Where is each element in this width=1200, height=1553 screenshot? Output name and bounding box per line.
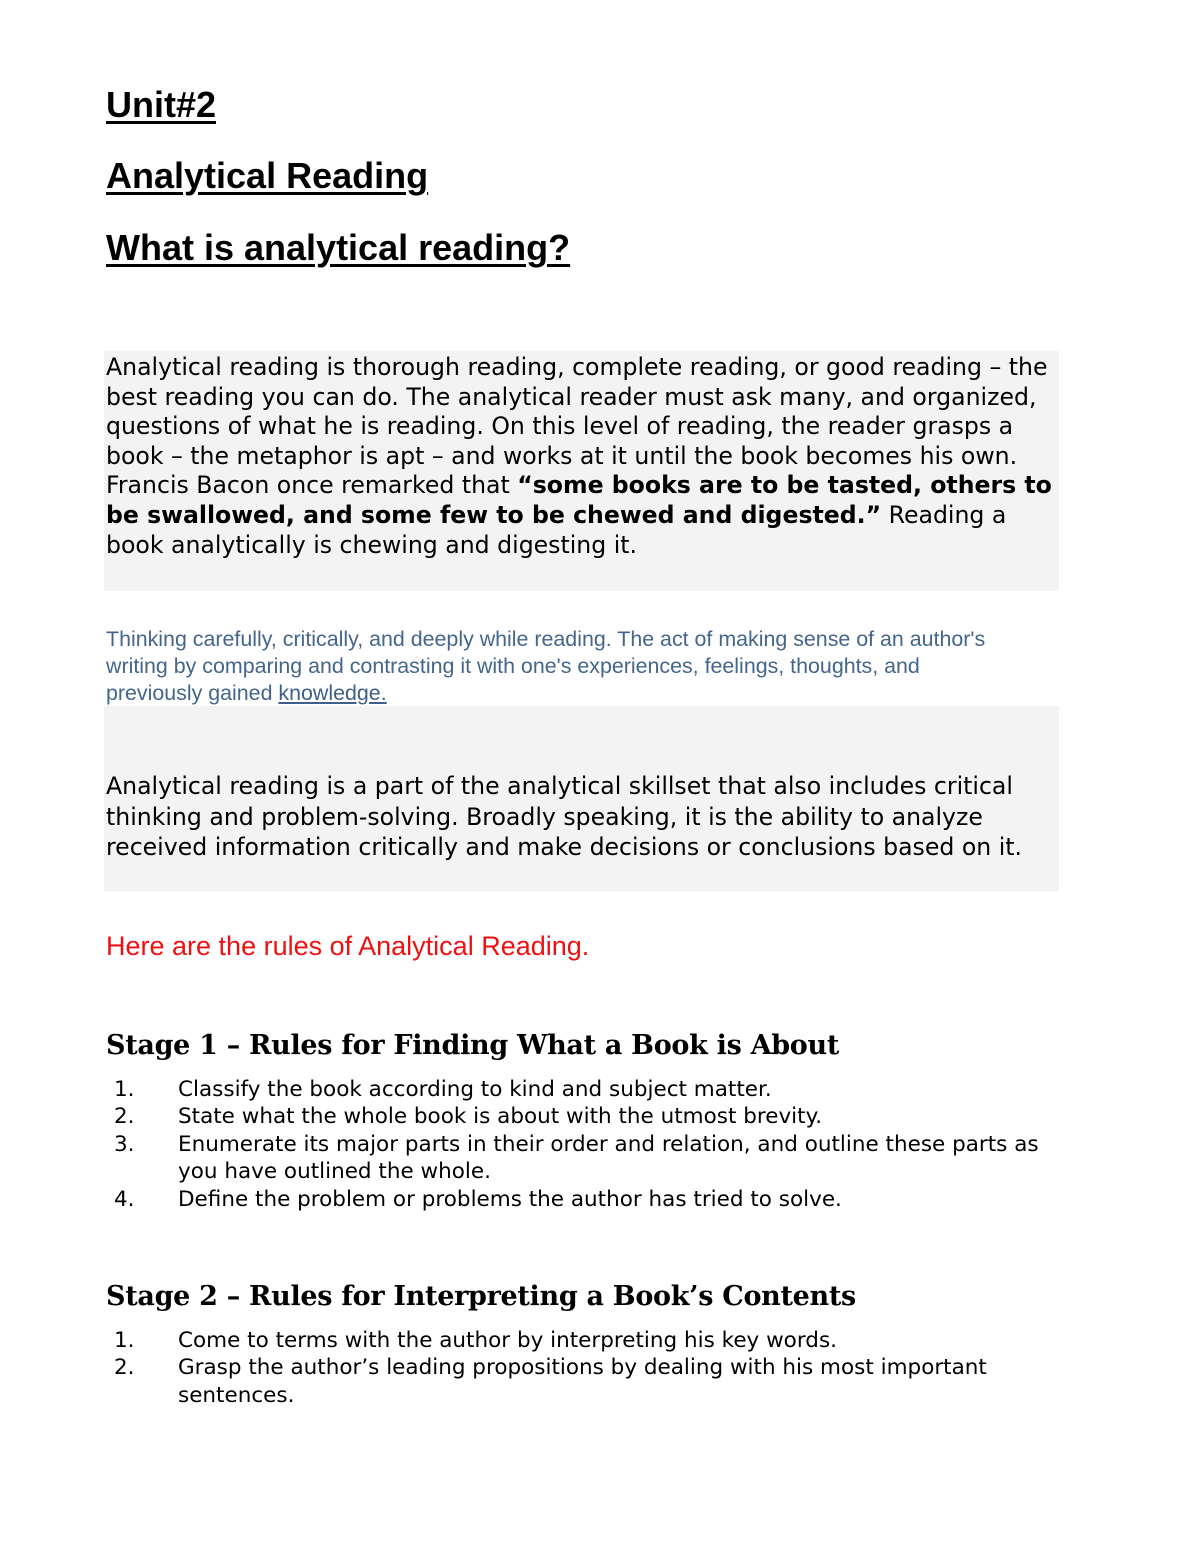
rules-intro: Here are the rules of Analytical Reading. — [106, 931, 590, 961]
intro-paragraph-part2: Reading a book analytically is chewing and digesting it. — [106, 500, 1007, 559]
question-title: What is analytical reading? — [106, 227, 571, 268]
knowledge-link[interactable]: knowledge. — [278, 681, 387, 705]
skillset-paragraph: Analytical reading is a part of the analytical skillset that also includes critical thinking and problem-solving. Broadly speaking, it is the ability to analyze received information critically and make decisions or conclusions based on it. — [106, 772, 1023, 862]
list-item-number: 3. — [114, 1131, 135, 1157]
list-item-text: Enumerate its major parts in their order and relation, and outline these parts as you have outlined the whole. — [178, 1131, 1039, 1185]
list-item — [106, 1186, 1066, 1213]
list-item-text: Define the problem or problems the author has tried to solve. — [178, 1186, 842, 1212]
list-item — [106, 1103, 1066, 1130]
stage2-rule-list — [106, 1327, 1066, 1409]
list-item — [106, 1327, 1066, 1354]
list-item-number: 1. — [114, 1077, 135, 1102]
intro-paragraph — [106, 353, 1066, 560]
list-item-number: 2. — [114, 1355, 135, 1381]
list-item — [106, 1131, 1066, 1186]
list-item — [106, 1076, 1066, 1103]
bacon-quote: “some books are to be tasted, others to be swallowed, and some few to be chewed and digested.” — [106, 471, 1052, 529]
stage1-title: Stage 1 – Rules for Finding What a Book is About — [106, 1030, 840, 1061]
stage2-title: Stage 2 – Rules for Interpreting a Book’s Contents — [106, 1281, 856, 1312]
list-item-number: 2. — [114, 1104, 135, 1130]
stage1-rule-list — [106, 1076, 1066, 1213]
list-item — [106, 1354, 1066, 1409]
list-item-number: 1. — [114, 1328, 135, 1353]
list-item-text: Classify the book according to kind and subject matter. — [178, 1077, 772, 1102]
list-item-text: State what the whole book is about with the utmost brevity. — [178, 1104, 823, 1130]
section-title: Analytical Reading — [106, 155, 429, 196]
list-item-number: 4. — [114, 1186, 135, 1212]
list-item-text: Grasp the author’s leading propositions by dealing with his most important sentences. — [178, 1355, 987, 1408]
definition-paragraph — [106, 626, 1006, 707]
unit-title: Unit#2 — [106, 84, 217, 125]
list-item-text: Come to terms with the author by interpreting his key words. — [178, 1328, 837, 1353]
definition-text: Thinking carefully, critically, and deeply while reading. The act of making sense of an author's writing by comparing and contrasting it with one's experiences, feelings, thoughts, and previously gained — [106, 627, 986, 705]
intro-paragraph-part1: Analytical reading is thorough reading, complete reading, or good reading – the best reading you can do. The analytical reader must ask many, and organized, questions of what he is reading. On this level of reading, the reader grasps a book – the metaphor is apt – and works at it until the book becomes his own. Francis Bacon once remarked that — [106, 353, 1048, 500]
